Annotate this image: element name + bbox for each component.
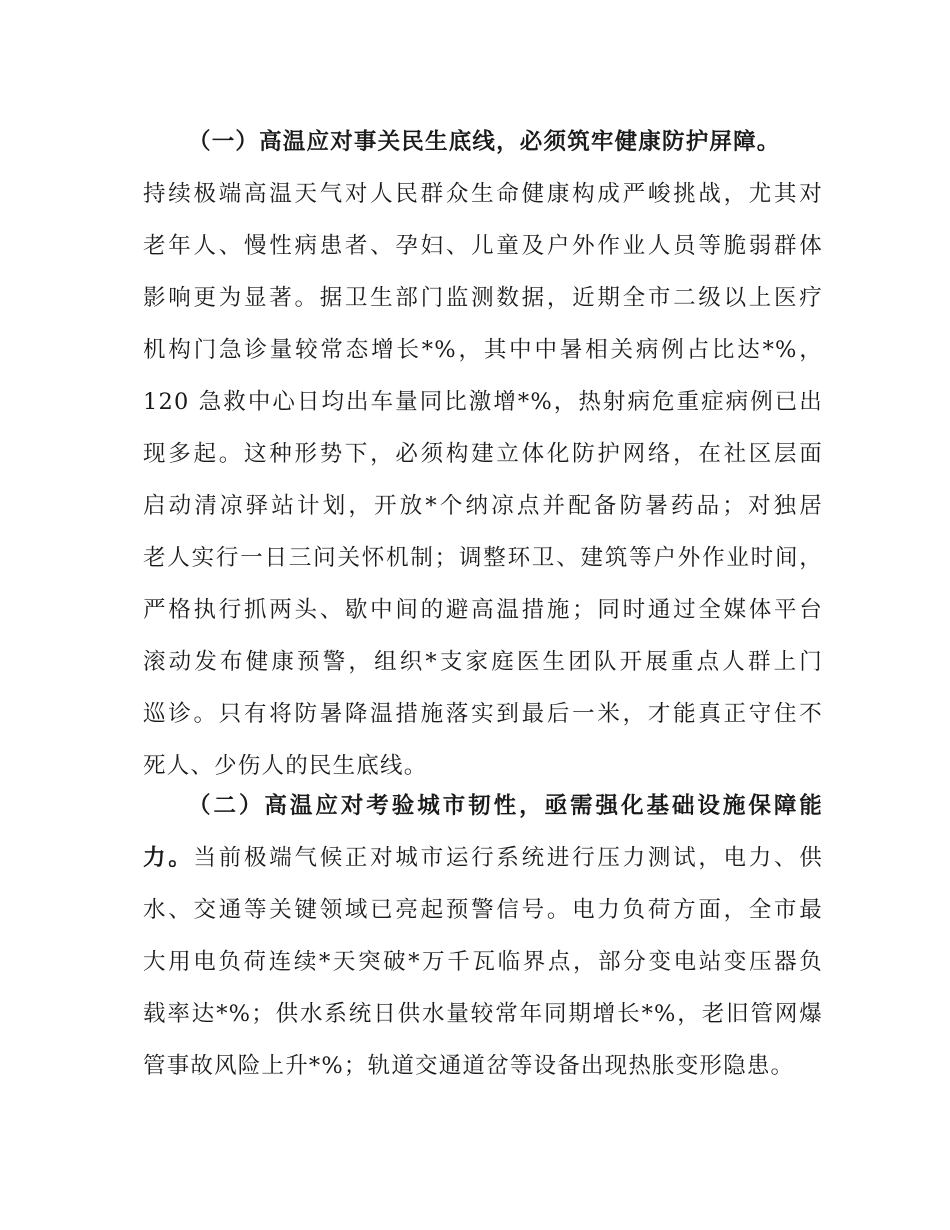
section-2-heading: （二）高温应对考验城市韧性，亟需强化基础设施保障能: [188, 793, 823, 819]
section-2-line-3: 大用电负荷连续*天突破*万千瓦临界点，部分变电站变压器负: [143, 949, 823, 975]
section-1-line-5: 120 急救中心日均出车量同比激增*%，热射病危重症病例已出: [143, 389, 823, 415]
section-1-line-11: 巡诊。只有将防暑降温措施落实到最后一米，才能真正守住不: [143, 701, 823, 727]
section-2-line-1-text: 当前极端气候正对城市运行系统进行压力测试，电力、供: [193, 845, 823, 871]
section-2-line-4: 载率达*%；供水系统日供水量较常年同期增长*%，老旧管网爆: [143, 1001, 823, 1027]
section-2: [143, 780, 823, 1092]
section-1-line-3: 影响更为显著。据卫生部门监测数据，近期全市二级以上医疗: [143, 285, 823, 311]
section-1-heading: （一）高温应对事关民生底线，必须筑牢健康防护屏障。: [188, 129, 781, 155]
section-1-line-8: 老人实行一日三问关怀机制；调整环卫、建筑等户外作业时间，: [143, 545, 823, 571]
section-1: [143, 116, 823, 792]
section-1-line-4: 机构门急诊量较常态增长*%，其中中暑相关病例占比达*%，: [143, 337, 823, 363]
section-2-heading-end: 力。: [143, 845, 194, 871]
section-1-line-10: 滚动发布健康预警，组织*支家庭医生团队开展重点人群上门: [143, 649, 823, 675]
section-1-line-7: 启动清凉驿站计划，开放*个纳凉点并配备防暑药品；对独居: [143, 493, 823, 519]
section-1-line-6: 现多起。这种形势下，必须构建立体化防护网络，在社区层面: [143, 441, 823, 467]
section-1-line-12: 死人、少伤人的民生底线。: [143, 753, 428, 779]
section-2-line-5: 管事故风险上升*%；轨道交通道岔等设备出现热胀变形隐患。: [143, 1053, 795, 1079]
section-1-line-9: 严格执行抓两头、歇中间的避高温措施；同时通过全媒体平台: [143, 597, 823, 623]
section-2-line-1: [143, 832, 823, 884]
section-2-line-2: 水、交通等关键领域已亮起预警信号。电力负荷方面，全市最: [143, 897, 823, 923]
section-1-line-1: 持续极端高温天气对人民群众生命健康构成严峻挑战，尤其对: [143, 181, 823, 207]
section-1-line-2: 老年人、慢性病患者、孕妇、儿童及户外作业人员等脆弱群体: [143, 233, 823, 259]
